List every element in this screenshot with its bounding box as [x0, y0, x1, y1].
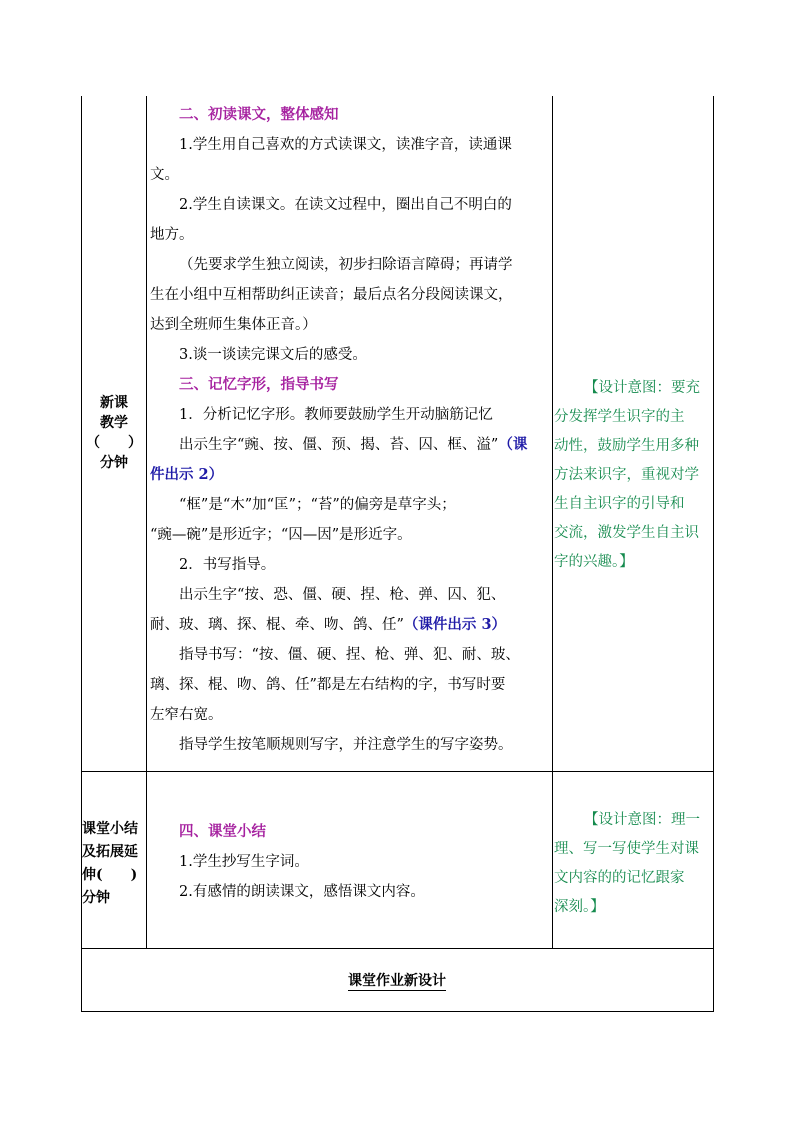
- new-lesson-content: [150, 100, 552, 760]
- intent-line: 分发挥学生识字的主: [554, 409, 685, 425]
- paragraph-line: 3.谈一谈读完课文后的感受。: [179, 347, 367, 363]
- label-line: 教学: [100, 415, 128, 431]
- table-divider-intent: [552, 96, 553, 948]
- sentence-text: 出示生字“豌、按、僵、预、揭、苔、囚、框、溢”: [179, 437, 499, 453]
- section-heading: 三、记忆字形，指导书写: [179, 376, 339, 393]
- intent-line: 方法来识字，重视对学: [554, 467, 699, 483]
- table-row-divider-2: [81, 948, 714, 949]
- table-border-right: [713, 96, 714, 1012]
- paragraph-line: 地方。: [150, 227, 194, 243]
- sentence-text: 耐、玻、璃、探、棍、牵、吻、鸽、任”: [150, 617, 404, 633]
- table-border-bottom: [81, 1011, 714, 1012]
- paragraph-line: [150, 430, 552, 460]
- summary-content: [150, 817, 552, 907]
- label-line: 分钟: [100, 455, 128, 471]
- paragraph-line: 1.学生用自己喜欢的方式读课文，读准字音，读通课: [179, 137, 512, 153]
- design-intent-2: [554, 806, 713, 922]
- label-line: （ ）: [86, 435, 142, 451]
- paragraph-line: “框”是“木”加“匡”；“苔”的偏旁是草字头；: [179, 497, 456, 513]
- paragraph-line: [150, 610, 552, 640]
- paragraph-line: 达到全班师生集体正音。）: [150, 317, 317, 333]
- row-label-summary: [82, 818, 148, 910]
- paragraph-line: 生在小组中互相帮助纠正读音；最后点名分段阅读课文，: [150, 287, 513, 303]
- paragraph-line: 出示生字“按、恐、僵、硬、捏、枪、弹、囚、犯、: [179, 587, 506, 603]
- design-intent-1: [554, 374, 713, 577]
- label-line: 课堂小结: [82, 821, 138, 837]
- paragraph-line: 文。: [150, 167, 179, 183]
- intent-line: 生自主识字的引导和: [554, 496, 685, 512]
- label-line: 新课: [100, 395, 128, 411]
- label-line: 分钟: [82, 890, 110, 906]
- paragraph-line: 璃、探、棍、吻、鸽、任”都是左右结构的字，书写时要: [150, 677, 506, 693]
- label-line: 伸( ): [82, 867, 138, 883]
- intent-line: 理、写一写使学生对课: [554, 841, 699, 857]
- label-line: 及拓展延: [82, 844, 138, 860]
- table-row-divider-1: [81, 771, 714, 772]
- intent-line: 交流，激发学生自主识: [554, 525, 699, 541]
- courseware-ref: （课件出示 3）: [403, 616, 507, 633]
- courseware-ref: （课: [498, 436, 528, 453]
- intent-line: 字的兴趣。】: [554, 554, 634, 570]
- row-label-new-lesson: [82, 393, 146, 473]
- intent-line: 文内容的的记忆跟家: [554, 870, 685, 886]
- paragraph-line: 指导书写：“按、僵、硬、捏、枪、弹、犯、耐、玻、: [179, 647, 520, 663]
- paragraph-line: 左窄右宽。: [150, 707, 223, 723]
- intent-line: 【设计意图：理一: [584, 812, 700, 828]
- courseware-ref: 件出示 2）: [150, 466, 224, 483]
- section-heading: 二、初读课文，整体感知: [179, 106, 339, 123]
- paragraph-line: 2.有感情的朗读课文，感悟课文内容。: [179, 884, 425, 900]
- footer-title-text: 课堂作业新设计: [348, 973, 446, 989]
- paragraph-line: 2.学生自读课文。在读文过程中，圈出自己不明白的: [179, 197, 512, 213]
- paragraph-line: 指导学生按笔顺规则写字，并注意学生的写字姿势。: [179, 737, 513, 753]
- homework-design-title: [0, 970, 794, 990]
- intent-line: 【设计意图：要充: [584, 380, 700, 396]
- paragraph-line: 1．分析记忆字形。教师要鼓励学生开动脑筋记忆: [179, 407, 493, 423]
- section-heading: 四、课堂小结: [179, 823, 266, 840]
- intent-line: 动性，鼓励学生用多种: [554, 438, 699, 454]
- paragraph-line: （先要求学生独立阅读，初步扫除语言障碍；再请学: [179, 257, 513, 273]
- intent-line: 深刻。】: [554, 899, 605, 915]
- paragraph-line: 1.学生抄写生字词。: [179, 854, 309, 870]
- paragraph-line: “豌—碗”是形近字；“囚—因”是形近字。: [150, 527, 412, 543]
- paragraph-line: 2．书写指导。: [179, 557, 276, 573]
